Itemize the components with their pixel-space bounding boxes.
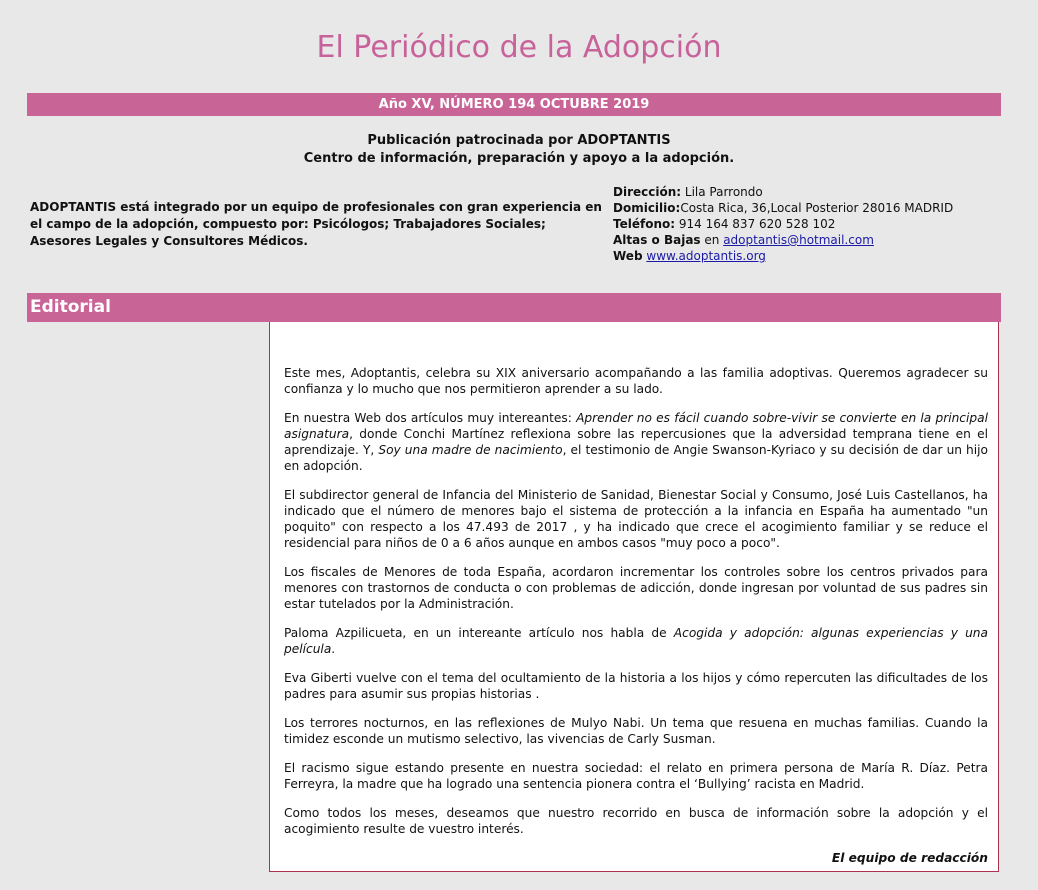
sponsor-block (0, 132, 1038, 168)
editorial-paragraph: El subdirector general de Infancia del Ministerio de Sanidad, Bienestar Social y Consumo, José Luis Castellanos, ha indicado que el número de menores bajo el sistema de protección a la infancia en España ha aumentado "un poquito" con respecto a los 47.493 de 2017 , y ha indicado que crece el acogimiento familiar y se reduce el residencial para niños de 0 a 6 años aunque en ambos casos "muy poco a poco". (284, 488, 988, 550)
issue-banner: Año XV, NÚMERO 194 OCTUBRE 2019 (27, 93, 1001, 116)
editorial-paragraph: Como todos los meses, deseamos que nuestro recorrido en busca de información sobre la adopción y el acogimiento resulte de vuestro interés. (284, 806, 988, 836)
editorial-panel (269, 322, 999, 872)
sponsor-line: Publicación patrocinada por ADOPTANTIS (367, 133, 671, 148)
editorial-paragraph: El racismo sigue estando presente en nuestra sociedad: el relato en primera persona de María R. Díaz. Petra Ferreyra, la madre que ha logrado una sentencia pionera contra el ‘Bullying’ racista en Madrid. (284, 761, 988, 791)
editorial-paragraph: Los terrores nocturnos, en las reflexiones de Mulyo Nabi. Un tema que resuena en muchas familias. Cuando la timidez esconde un mutismo selectivo, las vivencias de Carly Susman. (284, 716, 988, 746)
editorial-body (284, 365, 988, 879)
telefono-value: 914 164 837 620 528 102 (675, 217, 836, 231)
article-title: Acogida y adopción: algunas experiencias y una película (284, 626, 988, 656)
contact-direccion (613, 184, 1033, 200)
altas-connector: en (700, 233, 724, 247)
article-title: Aprender no es fácil cuando sobre-vivir se convierte en la principal asignatura (284, 411, 988, 441)
domicilio-value: Costa Rica, 36,Local Posterior 28016 MADRID (680, 201, 954, 215)
text-run: , donde Conchi Martínez reflexiona sobre las repercusiones que la adversidad temprana tiene en el aprendizaje. Y, (284, 427, 988, 457)
altas-label: Altas o Bajas (613, 233, 701, 247)
contact-altas (613, 232, 1033, 248)
text-run: Paloma Azpilicueta, en un intereante artículo nos habla de (284, 626, 674, 640)
domicilio-label: Domicilio: (613, 201, 681, 215)
contact-block (613, 184, 1033, 264)
editorial-paragraph: Este mes, Adoptantis, celebra su XIX aniversario acompañando a las familia adoptivas. Queremos agradecer su confianza y lo mucho que nos permitieron aprender a su lado. (284, 366, 988, 396)
section-title: Editorial (30, 297, 111, 317)
editorial-paragraph: Los fiscales de Menores de toda España, acordaron incrementar los controles sobre los centros privados para menores con trastornos de conducta o con problemas de adicción, donde ingresan por voluntad de sus padres sin estar tutelados por la Administración. (284, 565, 988, 611)
direccion-value: Lila Parrondo (681, 185, 763, 199)
direccion-label: Dirección: (613, 185, 682, 199)
editorial-paragraph (284, 410, 988, 474)
telefono-label: Teléfono: (613, 217, 676, 231)
web-label: Web (613, 249, 643, 263)
contact-web (613, 248, 1033, 264)
section-header (27, 293, 1001, 322)
text-run: . (331, 642, 336, 656)
website-link[interactable]: www.adoptantis.org (646, 249, 766, 263)
sponsor-tagline: Centro de información, preparación y apoyo a la adopción. (303, 151, 735, 166)
about-text: ADOPTANTIS está integrado por un equipo de profesionales con gran experiencia en el campo de la adopción, compuesto por: Psicólogos; Trabajadores Sociales; Asesores Legales y Consultores Médicos. (30, 200, 602, 248)
contact-domicilio (613, 200, 1033, 216)
text-run: En nuestra Web dos artículos muy intereantes: (284, 411, 577, 425)
page-title: El Periódico de la Adopción (316, 30, 722, 65)
editorial-paragraph (284, 625, 988, 657)
contact-telefono (613, 216, 1033, 232)
text-run: , el testimonio de Angie Swanson-Kyriaco y su decisión de dar un hijo en adopción. (284, 443, 989, 473)
email-link[interactable]: adoptantis@hotmail.com (723, 233, 874, 247)
editorial-paragraph: Eva Giberti vuelve con el tema del ocultamiento de la historia a los hijos y cómo repercuten las dificultades de los padres para asumir sus propias historias . (284, 671, 988, 701)
editorial-signature: El equipo de redacción (831, 851, 988, 865)
article-title: Soy una madre de nacimiento (378, 443, 563, 457)
